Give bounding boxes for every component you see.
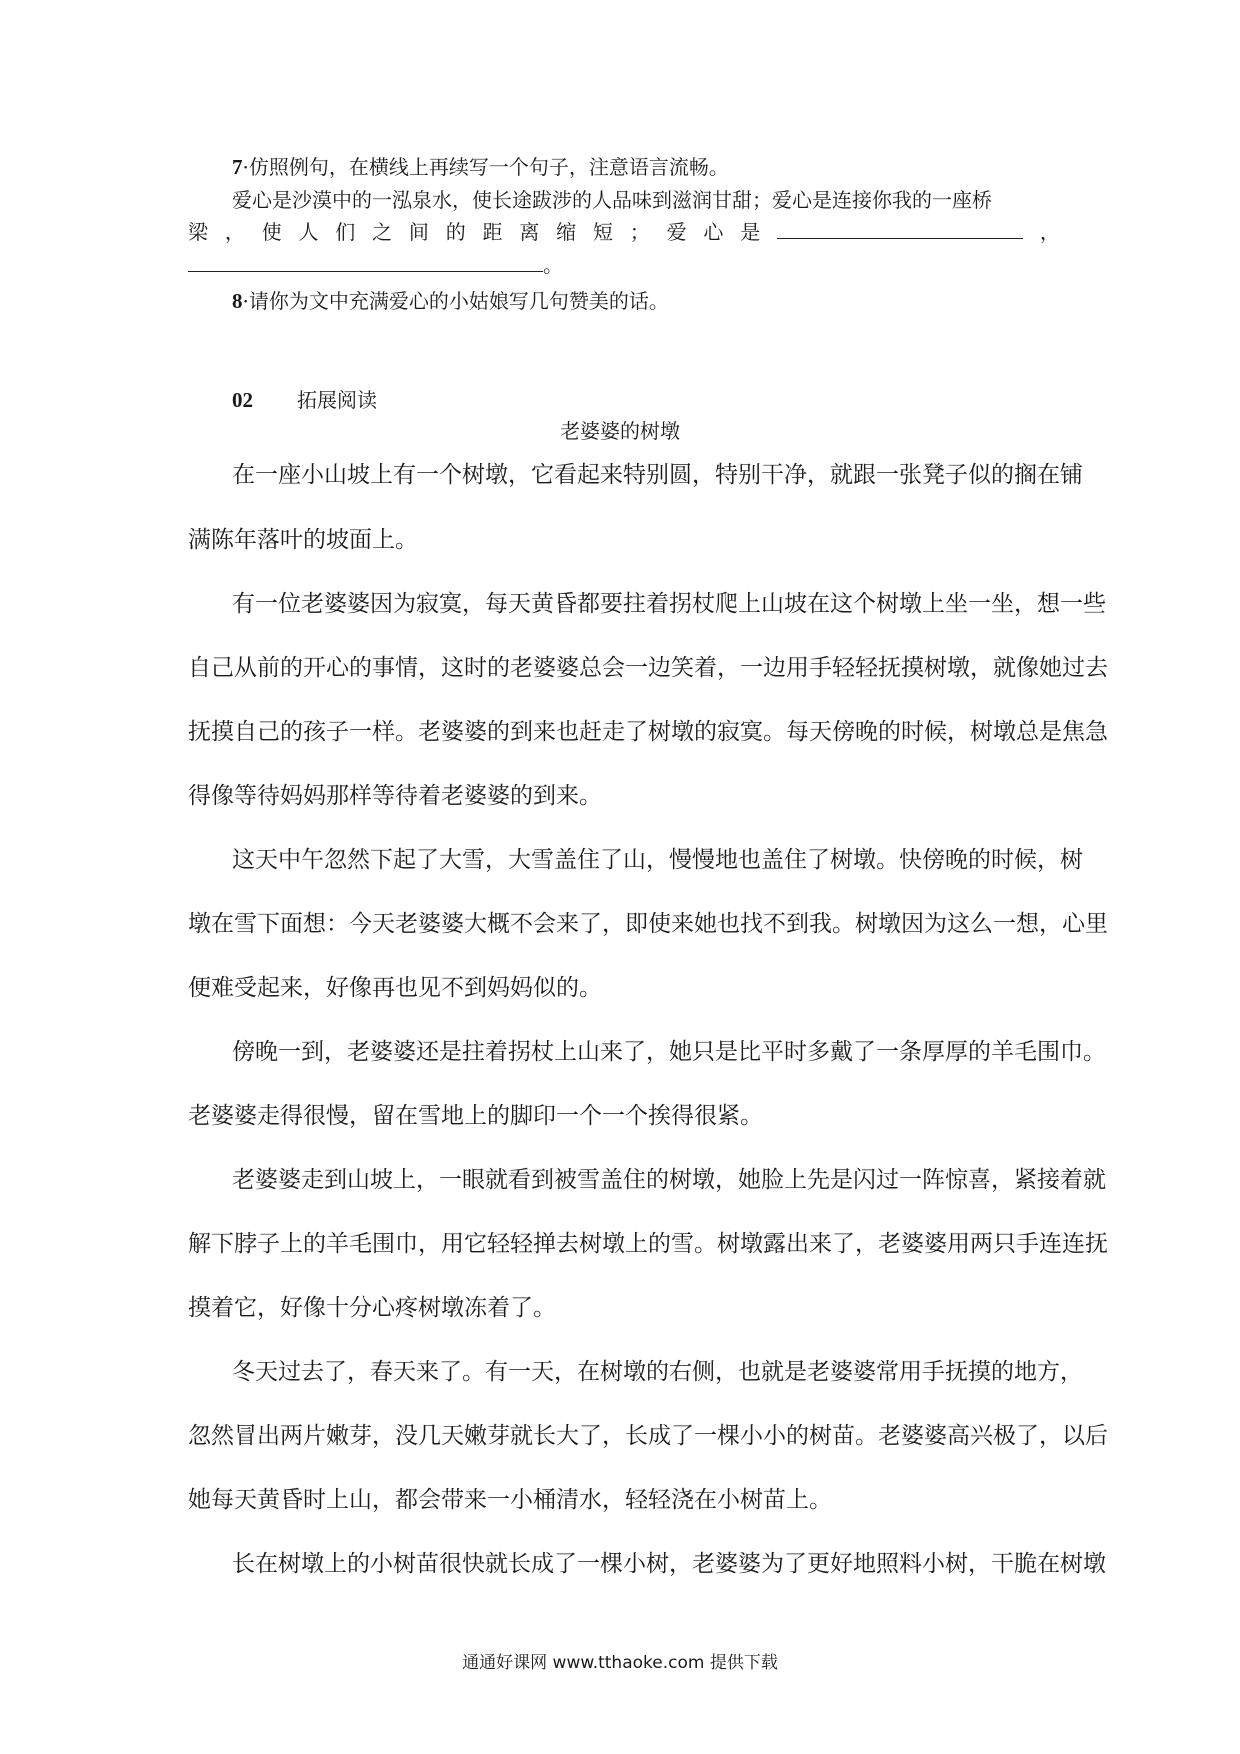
story-line: 满陈年落叶的坡面上。 [188, 527, 418, 553]
story-line: 得像等待妈妈那样等待着老婆婆的到来。 [188, 783, 602, 809]
answer-blank-2[interactable] [188, 251, 543, 272]
question-7-example-line1: 爱心是沙漠中的一泓泉水，使长途跋涉的人品味到滋润甘甜；爱心是连接你我的一座桥 [232, 188, 992, 212]
story-line: 在一座小山坡上有一个树墩，它看起来特别圆，特别干净，就跟一张凳子似的搁在铺 [232, 462, 1083, 488]
question-7-text: ·仿照例句，在横线上再续写一个句子，注意语言流畅。 [242, 155, 729, 179]
story-line: 便难受起来，好像再也见不到妈妈似的。 [188, 975, 602, 1001]
question-8-text: ·请你为文中充满爱心的小姑娘写几句赞美的话。 [242, 289, 669, 313]
story-line: 抚摸自己的孩子一样。老婆婆的到来也赶走了树墩的寂寞。每天傍晚的时候，树墩总是焦急 [188, 719, 1108, 745]
story-line: 自己从前的开心的事情，这时的老婆婆总会一边笑着，一边用手轻轻抚摸树墩，就像她过去 [188, 655, 1108, 681]
story-line: 老婆婆走到山坡上，一眼就看到被雪盖住的树墩，她脸上先是闪过一阵惊喜，紧接着就 [232, 1167, 1106, 1193]
question-7-answer-line: 。 [188, 250, 1060, 280]
story-line: 墩在雪下面想：今天老婆婆大概不会来了，即使来她也找不到我。树墩因为这么一想，心里 [188, 911, 1108, 937]
story-line: 解下脖子上的羊毛围巾，用它轻轻掸去树墩上的雪。树墩露出来了，老婆婆用两只手连连抚 [188, 1231, 1108, 1257]
story-title: 老婆婆的树墩 [560, 419, 680, 443]
section-number: 02 [232, 388, 253, 412]
question-8-number: 8 [232, 289, 243, 313]
story-line: 摸着它，好像十分心疼树墩冻着了。 [188, 1295, 556, 1321]
answer-blank-1[interactable] [777, 218, 1023, 239]
footer-source: 通通好课网 www.tthaoke.com 提供下载 [462, 1653, 778, 1673]
story-line: 忽然冒出两片嫩芽，没几天嫩芽就长大了，长成了一棵小小的树苗。老婆婆高兴极了，以后 [188, 1423, 1108, 1449]
section-title: 拓展阅读 [297, 388, 377, 412]
question-7-number: 7 [232, 155, 243, 179]
story-line: 冬天过去了，春天来了。有一天，在树墩的右侧，也就是老婆婆常用手抚摸的地方， [232, 1359, 1083, 1385]
question-8-prompt [232, 286, 1104, 316]
question-7-prompt [232, 152, 1104, 182]
story-line: 老婆婆走得很慢，留在雪地上的脚印一个一个挨得很紧。 [188, 1103, 763, 1129]
story-line: 傍晚一到，老婆婆还是拄着拐杖上山来了，她只是比平时多戴了一条厚厚的羊毛围巾。 [232, 1039, 1106, 1065]
story-line: 她每天黄昏时上山，都会带来一小桶清水，轻轻浇在小树苗上。 [188, 1487, 832, 1513]
story-line: 长在树墩上的小树苗很快就长成了一棵小树，老婆婆为了更好地照料小树，干脆在树墩 [232, 1551, 1106, 1577]
question-7-example-line2: 梁 ， 使 人 们 之 间 的 距 离 缩 短 ； 爱 心 是 ， [188, 220, 1060, 244]
story-line: 这天中午忽然下起了大雪，大雪盖住了山，慢慢地也盖住了树墩。快傍晚的时候，树 [232, 847, 1083, 873]
story-line: 有一位老婆婆因为寂寞，每天黄昏都要拄着拐杖爬上山坡在这个树墩上坐一坐，想一些 [232, 591, 1106, 617]
section-heading [232, 385, 377, 415]
